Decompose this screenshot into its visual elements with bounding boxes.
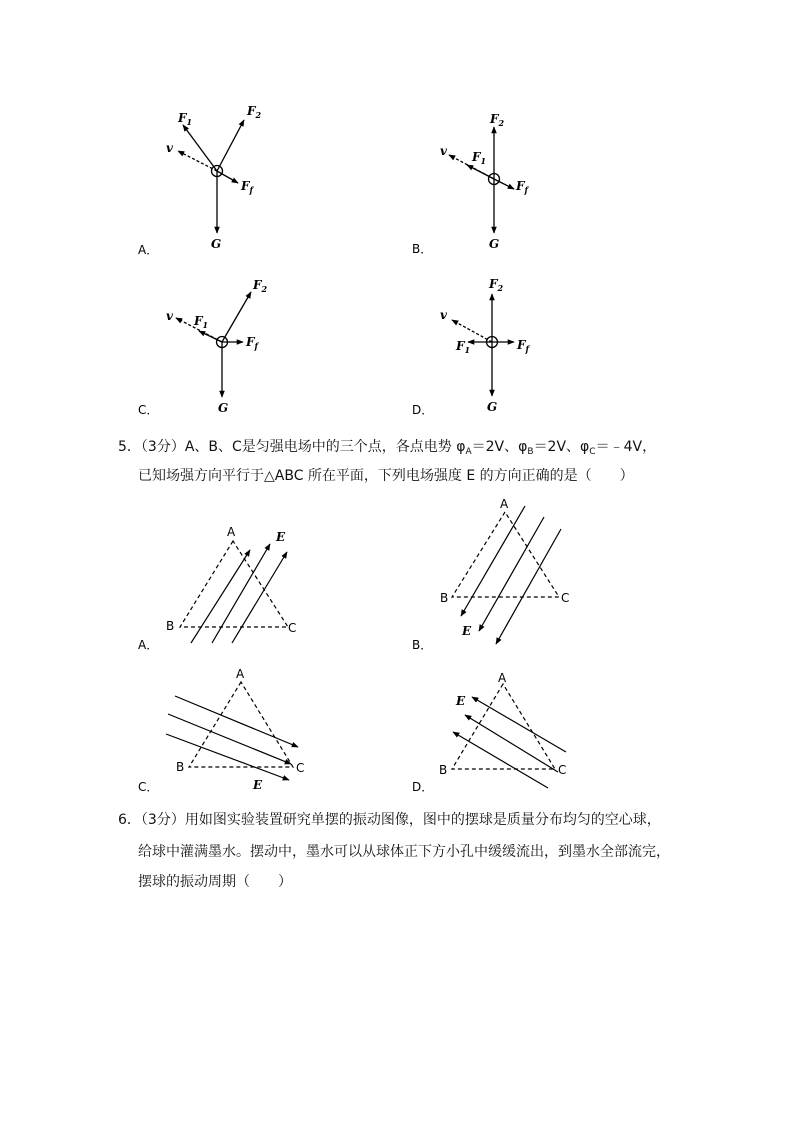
field-line-arrow xyxy=(175,696,298,747)
svg-text:F1 xyxy=(177,111,192,127)
label-ff: F xyxy=(517,338,526,352)
label-f2-sub: 2 xyxy=(261,284,268,294)
label-f1: F xyxy=(194,314,203,328)
option-a-label: A． xyxy=(138,638,159,652)
svg-text:F2 xyxy=(252,278,268,294)
label-f2: F xyxy=(253,278,262,292)
label-f2: F xyxy=(247,104,256,118)
label-ff-sub: f xyxy=(249,185,253,195)
label-v: v xyxy=(440,308,447,322)
q5-mid-1: ＝2V、φ xyxy=(471,439,528,455)
point-a-label: A xyxy=(236,667,245,681)
label-v: v xyxy=(166,141,173,155)
svg-text:Ff xyxy=(245,335,260,351)
label-g: G xyxy=(211,237,222,251)
field-line-arrow xyxy=(472,697,566,752)
point-a-label: A xyxy=(498,671,507,685)
question-5-line-1 xyxy=(118,437,656,462)
label-g: G xyxy=(487,400,498,414)
force-f1-arrow xyxy=(199,331,222,342)
triangle-abc xyxy=(180,541,288,627)
triangle-abc xyxy=(189,682,293,767)
label-ff-sub: f xyxy=(254,341,258,351)
question-5-line-2: 已知场强方向平行于△ABC 所在平面，下列电场强度 E 的方向正确的是（ ） xyxy=(138,468,634,484)
field-line-arrow xyxy=(461,506,525,616)
velocity-arrow xyxy=(178,151,217,171)
label-f1-sub: 1 xyxy=(464,345,471,355)
svg-text:Ff xyxy=(240,179,255,195)
q5-suffix: ＝﹣4V， xyxy=(595,439,657,455)
label-ff-sub: f xyxy=(524,185,528,195)
field-line-arrow xyxy=(465,715,558,772)
label-e: E xyxy=(253,778,263,792)
label-f2: F xyxy=(490,112,499,126)
svg-text:F1 xyxy=(455,339,470,355)
label-ff: F xyxy=(246,335,255,349)
field-line-arrow xyxy=(496,529,561,644)
point-b-label: B xyxy=(176,760,185,774)
label-f1: F xyxy=(456,339,465,353)
point-c-label: C xyxy=(288,621,297,635)
option-c-label: C． xyxy=(138,403,159,417)
svg-text:Ff xyxy=(516,338,531,354)
question-6-line-3: 摆球的振动周期（ ） xyxy=(138,874,292,890)
label-f2-sub: 2 xyxy=(497,283,504,293)
label-g: G xyxy=(489,237,500,251)
q4-figure-c xyxy=(176,292,251,397)
option-b-label: B． xyxy=(412,638,433,652)
triangle-abc xyxy=(452,684,555,769)
option-d-label: D． xyxy=(412,403,434,417)
q5-mid-2: ＝2V、φ xyxy=(533,439,590,455)
question-6-line-2: 给球中灌满墨水。摆动中，墨水可以从球体正下方小孔中缓缓流出，到墨水全部流完， xyxy=(138,844,670,860)
point-b-label: B xyxy=(166,619,175,633)
label-v: v xyxy=(166,309,173,323)
label-g: G xyxy=(218,401,229,415)
q4-figure-a xyxy=(178,120,244,233)
point-a-label: A xyxy=(227,525,236,539)
label-f1: F xyxy=(472,150,481,164)
svg-text:F2 xyxy=(246,104,262,120)
field-line-arrow xyxy=(166,734,289,780)
q5-sub-a: A xyxy=(465,447,472,457)
label-f1-sub: 1 xyxy=(480,156,487,166)
svg-text:F1 xyxy=(471,150,486,166)
point-b-label: B xyxy=(439,763,448,777)
label-f1-sub: 1 xyxy=(202,320,209,330)
point-a-label: A xyxy=(500,497,509,511)
force-f1-arrow xyxy=(467,165,494,179)
svg-text:F2 xyxy=(488,277,504,293)
point-c-label: C xyxy=(561,591,570,605)
option-c-label: C． xyxy=(138,780,159,794)
label-v: v xyxy=(440,144,447,158)
label-f2-sub: 2 xyxy=(498,118,505,128)
force-f1-arrow xyxy=(183,125,217,171)
svg-text:F1 xyxy=(193,314,208,330)
force-ff-arrow xyxy=(217,171,238,183)
point-c-label: C xyxy=(558,763,567,777)
option-d-label: D． xyxy=(412,780,434,794)
q5-figure-a xyxy=(180,541,288,643)
option-a-label: A． xyxy=(138,243,159,257)
label-ff: F xyxy=(241,179,250,193)
q5-sub-c: C xyxy=(589,447,596,457)
point-b-label: B xyxy=(440,591,449,605)
label-e: E xyxy=(276,530,286,544)
field-line-arrow xyxy=(453,732,548,788)
label-e: E xyxy=(462,624,472,638)
svg-text:F2 xyxy=(489,112,505,128)
q5-figure-d xyxy=(452,684,566,788)
label-f2-sub: 2 xyxy=(255,110,262,120)
question-6-line-1: 6．（3分）用如图实验装置研究单摆的振动图像，图中的摆球是质量分布均匀的空心球， xyxy=(118,812,661,828)
svg-text:Ff xyxy=(515,179,530,195)
point-c-label: C xyxy=(296,761,305,775)
field-line-arrow xyxy=(479,517,544,631)
label-ff-sub: f xyxy=(525,344,529,354)
q5-figure-c xyxy=(166,682,298,780)
field-line-arrow xyxy=(168,714,291,764)
label-f1-sub: 1 xyxy=(186,117,193,127)
q5-prefix: 5．（3分）A、B、C是匀强电场中的三个点，各点电势 φ xyxy=(118,439,466,455)
label-f1: F xyxy=(178,111,187,125)
q5-sub-b: B xyxy=(527,447,534,457)
q4-figure-b xyxy=(449,127,514,233)
option-b-label: B． xyxy=(412,242,433,256)
label-ff: F xyxy=(516,179,525,193)
force-f2-arrow xyxy=(217,120,244,171)
label-f2: F xyxy=(489,277,498,291)
label-e: E xyxy=(456,694,466,708)
